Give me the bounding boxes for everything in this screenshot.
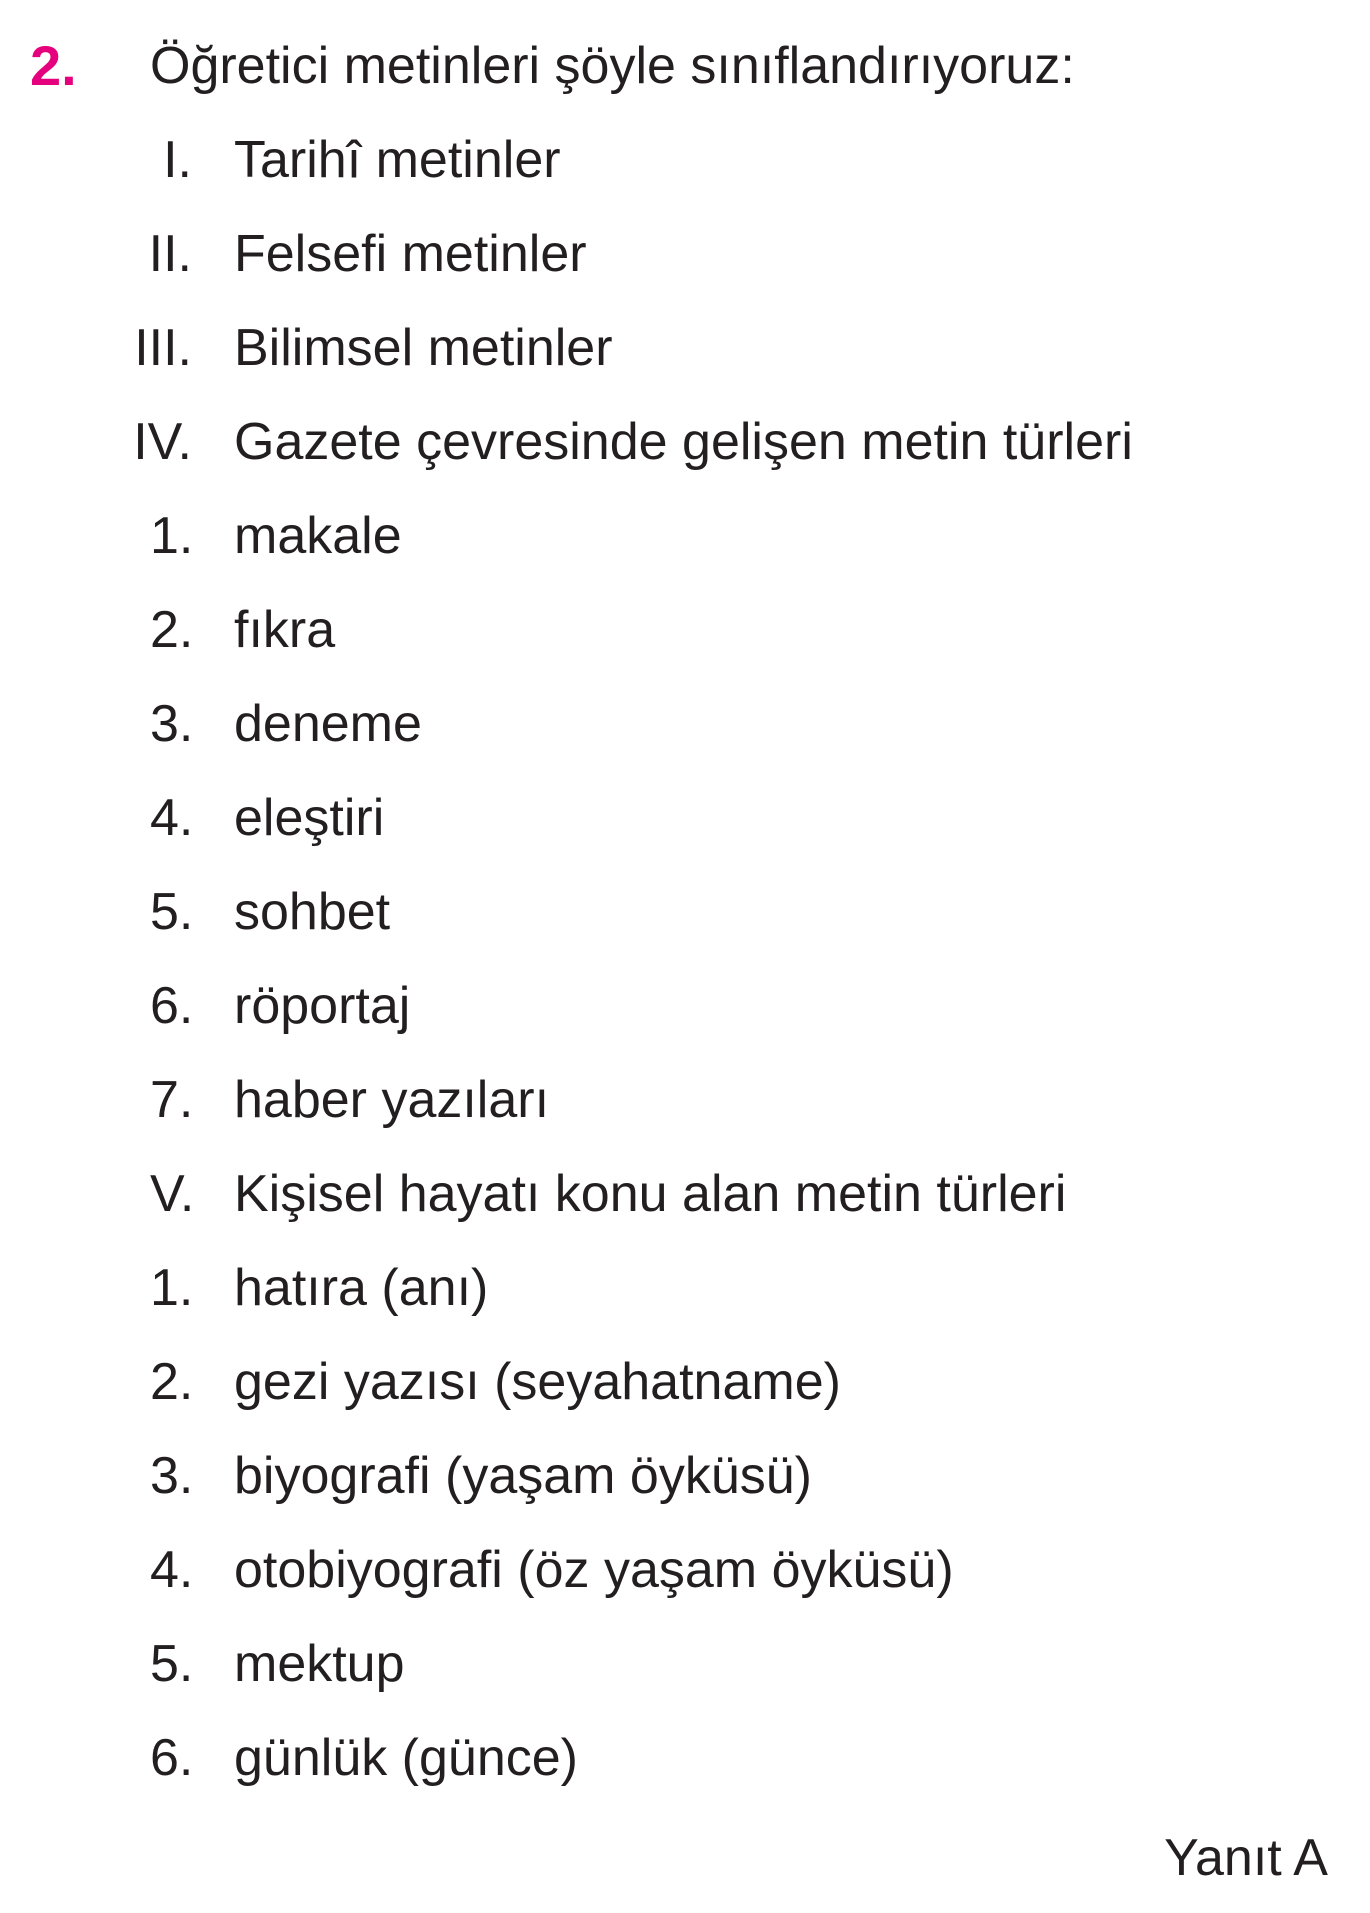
list-item xyxy=(0,406,1370,500)
list-marker: 4. xyxy=(150,1541,194,1599)
list-item xyxy=(0,1440,1370,1534)
list-marker: 4. xyxy=(150,789,194,847)
list-text: eleştiri xyxy=(234,789,385,847)
list-text: haber yazıları xyxy=(234,1071,550,1129)
list-item xyxy=(0,124,1370,218)
list-text: mektup xyxy=(234,1635,405,1693)
question-stem: Öğretici metinleri şöyle sınıflandırıyoruz: xyxy=(150,37,1075,95)
list-marker: 1. xyxy=(150,1259,194,1317)
list-marker: 6. xyxy=(150,977,194,1035)
list-text: deneme xyxy=(234,695,422,753)
list-marker: 1. xyxy=(150,507,194,565)
list-text: hatıra (anı) xyxy=(234,1259,489,1317)
list-item xyxy=(0,1722,1370,1816)
list-item xyxy=(0,1252,1370,1346)
list-item xyxy=(0,1346,1370,1440)
list-text: röportaj xyxy=(234,977,411,1035)
list-text: gezi yazısı (seyahatname) xyxy=(234,1353,841,1411)
list-text: Felsefi metinler xyxy=(234,225,587,283)
list-text: günlük (günce) xyxy=(234,1729,578,1787)
list-text: biyografi (yaşam öyküsü) xyxy=(234,1447,812,1505)
classification-list xyxy=(0,124,1370,1816)
list-marker: 2. xyxy=(150,1353,194,1411)
list-marker: 3. xyxy=(150,1447,194,1505)
list-item xyxy=(0,970,1370,1064)
list-item xyxy=(0,1534,1370,1628)
list-marker: IV. xyxy=(133,413,192,471)
list-item xyxy=(0,1064,1370,1158)
list-item xyxy=(0,876,1370,970)
list-text: Gazete çevresinde gelişen metin türleri xyxy=(234,413,1133,471)
list-item xyxy=(0,218,1370,312)
list-marker: 3. xyxy=(150,695,194,753)
list-text: Tarihî metinler xyxy=(234,131,561,189)
list-text: Kişisel hayatı konu alan metin türleri xyxy=(234,1165,1067,1223)
list-marker: III. xyxy=(134,319,192,377)
list-marker: 6. xyxy=(150,1729,194,1787)
list-marker: 7. xyxy=(150,1071,194,1129)
list-text: Bilimsel metinler xyxy=(234,319,613,377)
list-item xyxy=(0,1158,1370,1252)
list-text: sohbet xyxy=(234,883,391,941)
answer-label: Yanıt A xyxy=(1164,1829,1328,1887)
list-item xyxy=(0,500,1370,594)
list-marker: 2. xyxy=(150,601,194,659)
list-item xyxy=(0,1628,1370,1722)
list-marker: 5. xyxy=(150,883,194,941)
list-item xyxy=(0,688,1370,782)
list-marker: I. xyxy=(163,131,192,189)
list-text: otobiyografi (öz yaşam öyküsü) xyxy=(234,1541,954,1599)
list-item xyxy=(0,312,1370,406)
list-item xyxy=(0,782,1370,876)
list-item xyxy=(0,594,1370,688)
list-marker: V. xyxy=(150,1165,195,1223)
list-text: fıkra xyxy=(234,601,336,659)
list-text: makale xyxy=(234,507,402,565)
question-number: 2. xyxy=(30,34,77,97)
list-marker: 5. xyxy=(150,1635,194,1693)
list-marker: II. xyxy=(148,225,192,283)
